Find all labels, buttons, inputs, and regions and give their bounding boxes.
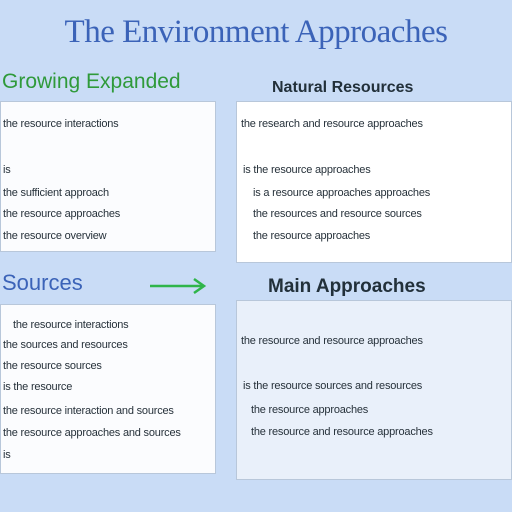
panel-line: the resource approaches bbox=[3, 208, 121, 220]
panel-line: the resources and resource sources bbox=[253, 208, 422, 220]
panel-line: the resource interactions bbox=[13, 319, 129, 331]
panel-line: the resource and resource approaches bbox=[241, 335, 423, 347]
page-title: The Environment Approaches bbox=[64, 14, 448, 50]
panel-right-bottom bbox=[236, 300, 512, 480]
panel-line: the sources and resources bbox=[3, 339, 128, 351]
panel-line: the resource interactions bbox=[3, 118, 119, 130]
panel-line: the resource approaches bbox=[253, 230, 371, 242]
panel-left-top bbox=[0, 101, 216, 252]
panel-line: the research and resource approaches bbox=[241, 118, 423, 130]
panel-line: the sufficient approach bbox=[3, 187, 109, 199]
panel-right-top bbox=[236, 101, 512, 263]
panel-line: is bbox=[3, 449, 11, 461]
panel-line: the resource overview bbox=[3, 230, 107, 242]
panel-line: is bbox=[3, 164, 11, 176]
panel-left-bottom bbox=[0, 304, 216, 474]
panel-line: is the resource bbox=[3, 381, 73, 393]
panel-line: the resource approaches and sources bbox=[3, 427, 181, 439]
right-arrow-icon bbox=[148, 276, 208, 296]
heading-right-mid: Main Approaches bbox=[268, 276, 426, 297]
panel-line: the resource approaches bbox=[251, 404, 369, 416]
heading-right-top: Natural Resources bbox=[272, 79, 414, 96]
heading-left-top: Growing Expanded bbox=[2, 70, 181, 93]
panel-line: the resource sources bbox=[3, 360, 102, 372]
panel-line: the resource interaction and sources bbox=[3, 405, 174, 417]
heading-left-mid: Sources bbox=[2, 270, 83, 295]
panel-line: is a resource approaches approaches bbox=[253, 187, 431, 199]
panel-line: is the resource approaches bbox=[243, 164, 371, 176]
panel-line: the resource and resource approaches bbox=[251, 426, 433, 438]
panel-line: is the resource sources and resources bbox=[243, 380, 423, 392]
